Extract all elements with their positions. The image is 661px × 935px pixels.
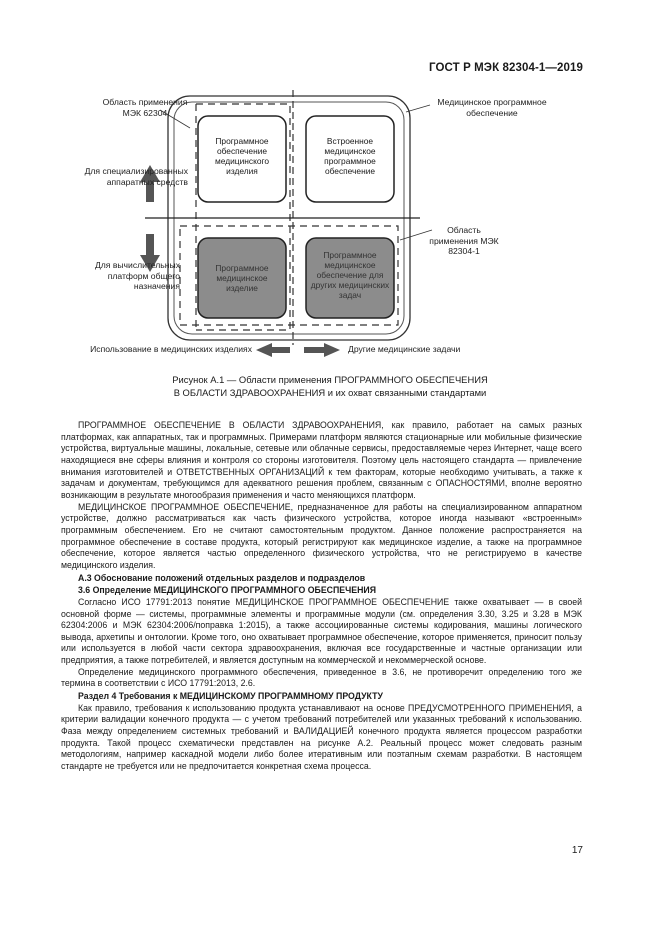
figure-a1: [0, 0, 661, 420]
document-standard-header: ГОСТ Р МЭК 82304-1—2019: [429, 62, 583, 74]
label-other-medical-tasks: Другие медицинские задачи: [348, 344, 461, 354]
arrow-left-icon: [256, 343, 290, 357]
label-general-platforms: Для вычислительных платформ общего назначения: [94, 260, 180, 291]
arrow-right-icon: [304, 343, 340, 357]
box-top-left-text: Программное обеспечение медицинского изделия: [214, 136, 270, 176]
caption-line-1: Рисунок А.1 — Области применения ПРОГРАММНОГО ОБЕСПЕЧЕНИЯ: [172, 374, 488, 385]
paragraph-iso17791: Согласно ИСО 17791:2013 понятие МЕДИЦИНСКОЕ ПРОГРАММНОЕ ОБЕСПЕЧЕНИЕ также охватывает — в своей основной форме — системы, программные элементы и программные модули (см. определения 3.30, 3.25 и 3.28 в МЭК 62304:2006 и МЭК 62304:2006/поправка 1:2015), а также ассоциированные системы кодирования, машины логического вывода, архетипы и онтологии. Кроме того, оно охватывает программное обеспечение, которое применяется, приносит пользу или используется в любой части сектора здравоохранения, включая все государственные и частные организации или предприятия, а также потребителей, и является доступным на коммерческой и некоммерческой основе.: [61, 596, 582, 666]
paragraph-platforms: ПРОГРАММНОЕ ОБЕСПЕЧЕНИЕ В ОБЛАСТИ ЗДРАВООХРАНЕНИЯ, как правило, работает на самых разных платформах, как аппаратных, так и программных. Примерами платформ являются стационарные или мобильные физические устройства, виртуальные машины, локальные, сетевые или облачные сервисы, предоставляемые через Интернет, чаще всего находящиеся вне сферы влияния и контроля со стороны изготовителя. Поэтому цель настоящего стандарта — привлечение внимания изготовителей и ОТВЕТСТВЕННЫХ ОРГАНИЗАЦИЙ к тем факторам, которые необходимо учитывать, а также к задачам и документам, требующимся для адекватного решения проблем, связанным с ОПАСНОСТЯМИ, вполне вероятно возникающим в результате многообразия применения и часто меняющихся платформ.: [61, 420, 582, 500]
figure-diagram: [0, 0, 661, 420]
heading-section-4: Раздел 4 Требования к МЕДИЦИНСКОМУ ПРОГРАММНОМУ ПРОДУКТУ: [78, 691, 383, 702]
box-bottom-left-text: Программное медицинское изделие: [215, 263, 269, 293]
paragraph-definition-consistency: Определение медицинского программного обеспечения, приведенное в 3.6, не противоречит определению того же термина в соответствии с ИСО 17791:2013, 2.6.: [61, 666, 582, 689]
label-specialized-hardware: Для специализированных аппаратных средств: [84, 166, 188, 187]
label-iec82304-scope: Область применения МЭК 82304-1: [429, 225, 499, 256]
heading-3-6: 3.6 Определение МЕДИЦИНСКОГО ПРОГРАММНОГО ОБЕСПЕЧЕНИЯ: [78, 585, 376, 596]
body-text: [61, 420, 582, 773]
page-number: 17: [571, 845, 583, 856]
heading-a3: А.3 Обоснование положений отдельных разделов и подразделов: [78, 572, 366, 583]
caption-line-2: В ОБЛАСТИ ЗДРАВООХРАНЕНИЯ и их охват связанными стандартами: [173, 386, 487, 398]
box-top-right-text: Встроенное медицинское программное обеспечение: [324, 136, 376, 176]
figure-caption: [60, 374, 600, 399]
paragraph-requirements: Как правило, требования к использованию продукта устанавливают на основе ПРЕДУСМОТРЕННОГО ПРИМЕНЕНИЯ, а критерии валидации конечного продукта — с учетом требований потребителей или указанных требований к использованию. Фаза между определением системных требований и ВАЛИДАЦИЕЙ конечного продукта является процессом разработки продукта. Такой процесс схематически представлен на рисунке А.2. Реальный процесс может следовать разным методологиям, например каскадной модели либо более итеративным или поэтапным схемам разработки. В настоящем стандарте не требуется или не предпочитается конкретная схема процесса.: [61, 702, 582, 772]
label-medical-software: Медицинское программное обеспечение: [437, 97, 547, 118]
paragraph-embedded-software: МЕДИЦИНСКОЕ ПРОГРАММНОЕ ОБЕСПЕЧЕНИЕ, предназначенное для работы на специализированном аппаратном устройстве, должно рассматриваться как часть физического устройства, которое иногда называют «встроенным» программным обеспечением. Его не считают самостоятельным продуктом. Данное положение распространяется на программное обеспечение в составе продукта, который регистрируют как медицинское изделие, а также на программное обеспечение, которое является частью определенного физического устройства, что не регистрируемо в качестве медицинского изделия.: [61, 501, 582, 570]
label-iec62304-scope: Область применения МЭК 62304: [102, 97, 188, 118]
label-use-in-medical-devices: Использование в медицинских изделиях: [90, 344, 252, 354]
box-bottom-right-text: Программное медицинское обеспечение для других медицинских задач: [310, 250, 390, 300]
